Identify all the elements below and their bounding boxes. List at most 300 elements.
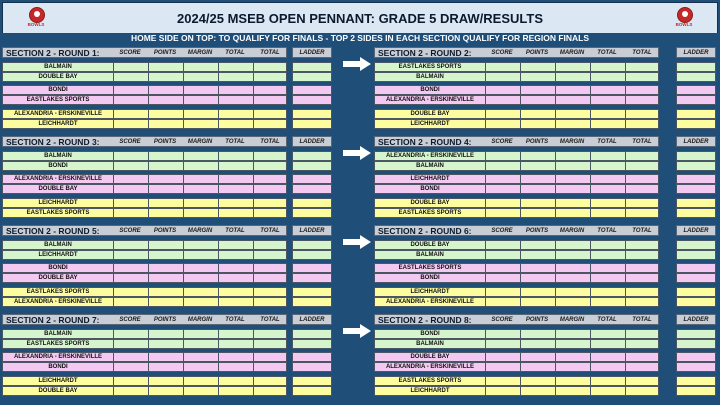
column-header-margin: MARGIN [187,50,213,56]
score-cell[interactable] [520,340,556,349]
score-cell[interactable] [183,363,219,372]
ladder-cell[interactable] [292,198,332,208]
score-cell[interactable] [218,152,254,161]
score-cell[interactable] [113,185,149,194]
score-cell[interactable] [183,330,219,339]
score-cell[interactable] [253,175,289,184]
score-cell[interactable] [113,120,149,129]
score-cell[interactable] [520,288,556,297]
score-cell[interactable] [148,110,184,119]
score-cell[interactable] [485,274,521,283]
score-cell[interactable] [520,96,556,105]
score-cell[interactable] [253,120,289,129]
score-cell[interactable] [485,162,521,171]
score-cell[interactable] [590,330,626,339]
ladder-cell[interactable] [676,161,716,171]
score-cell[interactable] [555,274,591,283]
score-cell[interactable] [625,340,661,349]
score-cell[interactable] [625,241,661,250]
score-cell[interactable] [113,251,149,260]
score-cell[interactable] [183,73,219,82]
ladder-cell[interactable] [292,109,332,119]
ladder-cell[interactable] [292,329,332,339]
score-cell[interactable] [485,264,521,273]
score-cell[interactable] [520,241,556,250]
column-header-total: TOTAL [597,139,617,145]
title-banner [2,2,718,34]
score-cell[interactable] [113,288,149,297]
score-cell[interactable] [183,298,219,307]
score-cell[interactable] [625,86,661,95]
score-cell[interactable] [148,199,184,208]
score-cell[interactable] [520,162,556,171]
score-cell[interactable] [183,274,219,283]
score-cell[interactable] [485,377,521,386]
score-cell[interactable] [520,274,556,283]
score-cell[interactable] [148,209,184,218]
score-cell[interactable] [183,377,219,386]
ladder-cell[interactable] [292,263,332,273]
score-cell[interactable] [113,209,149,218]
score-cell[interactable] [113,387,149,396]
score-cell[interactable] [590,63,626,72]
score-cell[interactable] [485,110,521,119]
score-cell[interactable] [485,363,521,372]
score-cell[interactable] [555,96,591,105]
score-cell[interactable] [253,377,289,386]
ladder-cell[interactable] [292,287,332,297]
score-cell[interactable] [183,152,219,161]
ladder-cell[interactable] [292,376,332,386]
score-cell[interactable] [113,353,149,362]
ladder-cell[interactable] [676,329,716,339]
score-cell[interactable] [590,241,626,250]
score-cell[interactable] [590,152,626,161]
score-cell[interactable] [625,387,661,396]
score-cell[interactable] [520,377,556,386]
score-cell[interactable] [218,199,254,208]
score-cell[interactable] [520,73,556,82]
score-cell[interactable] [183,63,219,72]
score-cell[interactable] [253,387,289,396]
ladder-cell[interactable] [292,386,332,396]
score-cell[interactable] [590,288,626,297]
ladder-cell[interactable] [292,362,332,372]
score-cell[interactable] [590,377,626,386]
score-cell[interactable] [625,330,661,339]
ladder-cell[interactable] [292,273,332,283]
ladder-cell[interactable] [676,263,716,273]
ladder-cell[interactable] [292,119,332,129]
score-cell[interactable] [113,96,149,105]
score-cell[interactable] [253,288,289,297]
score-cell[interactable] [625,73,661,82]
score-cell[interactable] [520,330,556,339]
score-cell[interactable] [218,96,254,105]
score-cell[interactable] [253,330,289,339]
ladder-cell[interactable] [676,297,716,307]
score-cell[interactable] [253,251,289,260]
score-cell[interactable] [520,251,556,260]
score-cell[interactable] [555,387,591,396]
ladder-cell[interactable] [292,62,332,72]
score-cell[interactable] [555,63,591,72]
score-cell[interactable] [183,288,219,297]
score-cell[interactable] [148,264,184,273]
score-cell[interactable] [590,264,626,273]
ladder-cell[interactable] [292,85,332,95]
score-cell[interactable] [183,185,219,194]
score-cell[interactable] [590,274,626,283]
score-cell[interactable] [555,110,591,119]
team-name: BONDI [48,364,68,370]
score-cell[interactable] [555,340,591,349]
score-cell[interactable] [148,377,184,386]
score-cell[interactable] [113,241,149,250]
score-cell[interactable] [113,152,149,161]
subtitle-banner [2,33,718,44]
score-cell[interactable] [485,387,521,396]
score-cell[interactable] [555,175,591,184]
score-cell[interactable] [148,73,184,82]
ladder-cell[interactable] [676,273,716,283]
score-cell[interactable] [520,110,556,119]
score-cell[interactable] [590,96,626,105]
score-cell[interactable] [520,63,556,72]
score-cell[interactable] [520,199,556,208]
score-cell[interactable] [218,63,254,72]
score-cell[interactable] [625,363,661,372]
score-cell[interactable] [183,353,219,362]
score-cell[interactable] [113,298,149,307]
score-cell[interactable] [625,152,661,161]
score-cell[interactable] [590,185,626,194]
score-cell[interactable] [485,288,521,297]
ladder-cell[interactable] [676,62,716,72]
score-cell[interactable] [148,330,184,339]
score-cell[interactable] [625,274,661,283]
score-cell[interactable] [183,175,219,184]
score-cell[interactable] [148,86,184,95]
score-cell[interactable] [218,288,254,297]
score-cell[interactable] [218,340,254,349]
score-cell[interactable] [625,162,661,171]
team-name: LEICHHARDT [410,176,450,182]
score-cell[interactable] [253,298,289,307]
score-cell[interactable] [625,264,661,273]
score-cell[interactable] [485,120,521,129]
score-cell[interactable] [218,73,254,82]
ladder-cell[interactable] [292,240,332,250]
ladder-cell[interactable] [676,250,716,260]
score-cell[interactable] [183,387,219,396]
score-cell[interactable] [253,63,289,72]
score-cell[interactable] [113,340,149,349]
score-cell[interactable] [590,353,626,362]
ladder-cell[interactable] [292,95,332,105]
score-cell[interactable] [148,175,184,184]
score-cell[interactable] [520,120,556,129]
score-cell[interactable] [253,353,289,362]
ladder-cell[interactable] [676,198,716,208]
score-cell[interactable] [148,274,184,283]
score-cell[interactable] [555,199,591,208]
score-cell[interactable] [625,251,661,260]
score-cell[interactable] [218,264,254,273]
score-cell[interactable] [520,209,556,218]
score-cell[interactable] [253,152,289,161]
score-cell[interactable] [485,96,521,105]
ladder-cell[interactable] [676,174,716,184]
score-cell[interactable] [555,120,591,129]
score-cell[interactable] [485,152,521,161]
score-cell[interactable] [183,120,219,129]
score-cell[interactable] [590,110,626,119]
ladder-cell[interactable] [676,119,716,129]
score-cell[interactable] [218,175,254,184]
score-cell[interactable] [253,199,289,208]
ladder-cell[interactable] [292,184,332,194]
score-cell[interactable] [485,330,521,339]
score-cell[interactable] [113,86,149,95]
score-cell[interactable] [590,175,626,184]
score-cell[interactable] [555,377,591,386]
score-cell[interactable] [218,330,254,339]
ladder-cell[interactable] [676,72,716,82]
score-cell[interactable] [625,288,661,297]
score-cell[interactable] [218,162,254,171]
score-cell[interactable] [590,251,626,260]
ladder-cell[interactable] [676,362,716,372]
score-cell[interactable] [590,387,626,396]
score-cell[interactable] [625,199,661,208]
score-cell[interactable] [625,120,661,129]
score-cell[interactable] [625,63,661,72]
ladder-cell[interactable] [676,352,716,362]
score-cell[interactable] [148,288,184,297]
score-cell[interactable] [148,120,184,129]
score-cell[interactable] [218,241,254,250]
score-cell[interactable] [253,110,289,119]
ladder-cell[interactable] [292,72,332,82]
score-cell[interactable] [148,251,184,260]
score-cell[interactable] [485,209,521,218]
score-cell[interactable] [113,274,149,283]
score-cell[interactable] [113,377,149,386]
score-cell[interactable] [183,251,219,260]
match-row [374,240,659,250]
ladder-cell[interactable] [292,352,332,362]
score-cell[interactable] [555,209,591,218]
score-cell[interactable] [485,86,521,95]
score-cell[interactable] [218,274,254,283]
score-cell[interactable] [625,110,661,119]
score-cell[interactable] [555,330,591,339]
score-cell[interactable] [520,353,556,362]
score-cell[interactable] [555,241,591,250]
score-cell[interactable] [253,241,289,250]
score-cell[interactable] [113,162,149,171]
ladder-cell[interactable] [292,250,332,260]
score-cell[interactable] [590,340,626,349]
score-cell[interactable] [148,363,184,372]
score-cell[interactable] [218,86,254,95]
score-cell[interactable] [113,175,149,184]
score-cell[interactable] [218,209,254,218]
score-cell[interactable] [218,298,254,307]
ladder-cell[interactable] [676,184,716,194]
score-cell[interactable] [555,185,591,194]
score-cell[interactable] [183,199,219,208]
score-cell[interactable] [253,209,289,218]
score-cell[interactable] [520,298,556,307]
score-cell[interactable] [113,63,149,72]
score-cell[interactable] [148,241,184,250]
ladder-cell[interactable] [676,151,716,161]
score-cell[interactable] [555,152,591,161]
score-cell[interactable] [555,86,591,95]
score-cell[interactable] [253,264,289,273]
score-cell[interactable] [218,353,254,362]
team-name: EASTLAKES SPORTS [26,210,90,216]
score-cell[interactable] [113,330,149,339]
ladder-cell[interactable] [676,376,716,386]
score-cell[interactable] [590,120,626,129]
score-cell[interactable] [183,86,219,95]
score-cell[interactable] [485,199,521,208]
score-cell[interactable] [625,353,661,362]
score-cell[interactable] [625,298,661,307]
ladder-cell[interactable] [292,208,332,218]
ladder-cell[interactable] [676,95,716,105]
score-cell[interactable] [485,353,521,362]
score-cell[interactable] [113,264,149,273]
score-cell[interactable] [253,340,289,349]
score-cell[interactable] [218,185,254,194]
score-cell[interactable] [625,185,661,194]
team-name: LEICHHARDT [410,289,450,295]
score-cell[interactable] [590,162,626,171]
score-cell[interactable] [218,110,254,119]
score-cell[interactable] [555,288,591,297]
ladder-cell[interactable] [676,287,716,297]
ladder-cell[interactable] [676,85,716,95]
score-cell[interactable] [148,298,184,307]
score-cell[interactable] [485,251,521,260]
score-cell[interactable] [520,387,556,396]
score-cell[interactable] [253,274,289,283]
score-cell[interactable] [148,353,184,362]
score-cell[interactable] [555,264,591,273]
score-cell[interactable] [590,73,626,82]
score-cell[interactable] [520,264,556,273]
score-cell[interactable] [485,175,521,184]
score-cell[interactable] [485,241,521,250]
ladder-cell[interactable] [292,151,332,161]
score-cell[interactable] [183,209,219,218]
score-cell[interactable] [148,152,184,161]
score-cell[interactable] [253,185,289,194]
score-cell[interactable] [590,86,626,95]
score-cell[interactable] [485,340,521,349]
ladder-cell[interactable] [676,208,716,218]
score-cell[interactable] [183,340,219,349]
score-cell[interactable] [520,363,556,372]
score-cell[interactable] [520,185,556,194]
ladder-cell[interactable] [676,109,716,119]
score-cell[interactable] [183,241,219,250]
score-cell[interactable] [113,199,149,208]
score-cell[interactable] [485,73,521,82]
score-cell[interactable] [183,264,219,273]
score-cell[interactable] [253,96,289,105]
score-cell[interactable] [253,162,289,171]
score-cell[interactable] [148,162,184,171]
score-cell[interactable] [148,340,184,349]
score-cell[interactable] [520,175,556,184]
score-cell[interactable] [625,377,661,386]
score-cell[interactable] [555,73,591,82]
score-cell[interactable] [555,353,591,362]
score-cell[interactable] [113,73,149,82]
score-cell[interactable] [253,363,289,372]
score-cell[interactable] [625,209,661,218]
score-cell[interactable] [625,96,661,105]
score-cell[interactable] [590,298,626,307]
ladder-cell[interactable] [292,339,332,349]
score-cell[interactable] [183,110,219,119]
score-cell[interactable] [148,96,184,105]
score-cell[interactable] [485,63,521,72]
score-cell[interactable] [520,86,556,95]
score-cell[interactable] [590,199,626,208]
score-cell[interactable] [520,152,556,161]
score-cell[interactable] [113,363,149,372]
score-cell[interactable] [253,73,289,82]
score-cell[interactable] [590,363,626,372]
score-cell[interactable] [485,298,521,307]
ladder-cell[interactable] [676,386,716,396]
score-cell[interactable] [485,185,521,194]
score-cell[interactable] [555,363,591,372]
score-cell[interactable] [218,251,254,260]
score-cell[interactable] [590,209,626,218]
score-cell[interactable] [148,185,184,194]
score-cell[interactable] [555,298,591,307]
score-cell[interactable] [253,86,289,95]
score-cell[interactable] [218,387,254,396]
score-cell[interactable] [148,63,184,72]
score-cell[interactable] [218,120,254,129]
ladder-cell[interactable] [676,339,716,349]
match-row [2,297,287,307]
ladder-cell[interactable] [676,240,716,250]
score-cell[interactable] [555,162,591,171]
score-cell[interactable] [183,162,219,171]
score-cell[interactable] [183,96,219,105]
match-row [374,297,659,307]
score-cell[interactable] [148,387,184,396]
score-cell[interactable] [218,363,254,372]
ladder-header: LADDER [676,47,716,58]
ladder-cell[interactable] [292,161,332,171]
ladder-cell[interactable] [292,174,332,184]
score-cell[interactable] [218,377,254,386]
score-cell[interactable] [625,175,661,184]
ladder-cell[interactable] [292,297,332,307]
score-cell[interactable] [113,110,149,119]
score-cell[interactable] [555,251,591,260]
